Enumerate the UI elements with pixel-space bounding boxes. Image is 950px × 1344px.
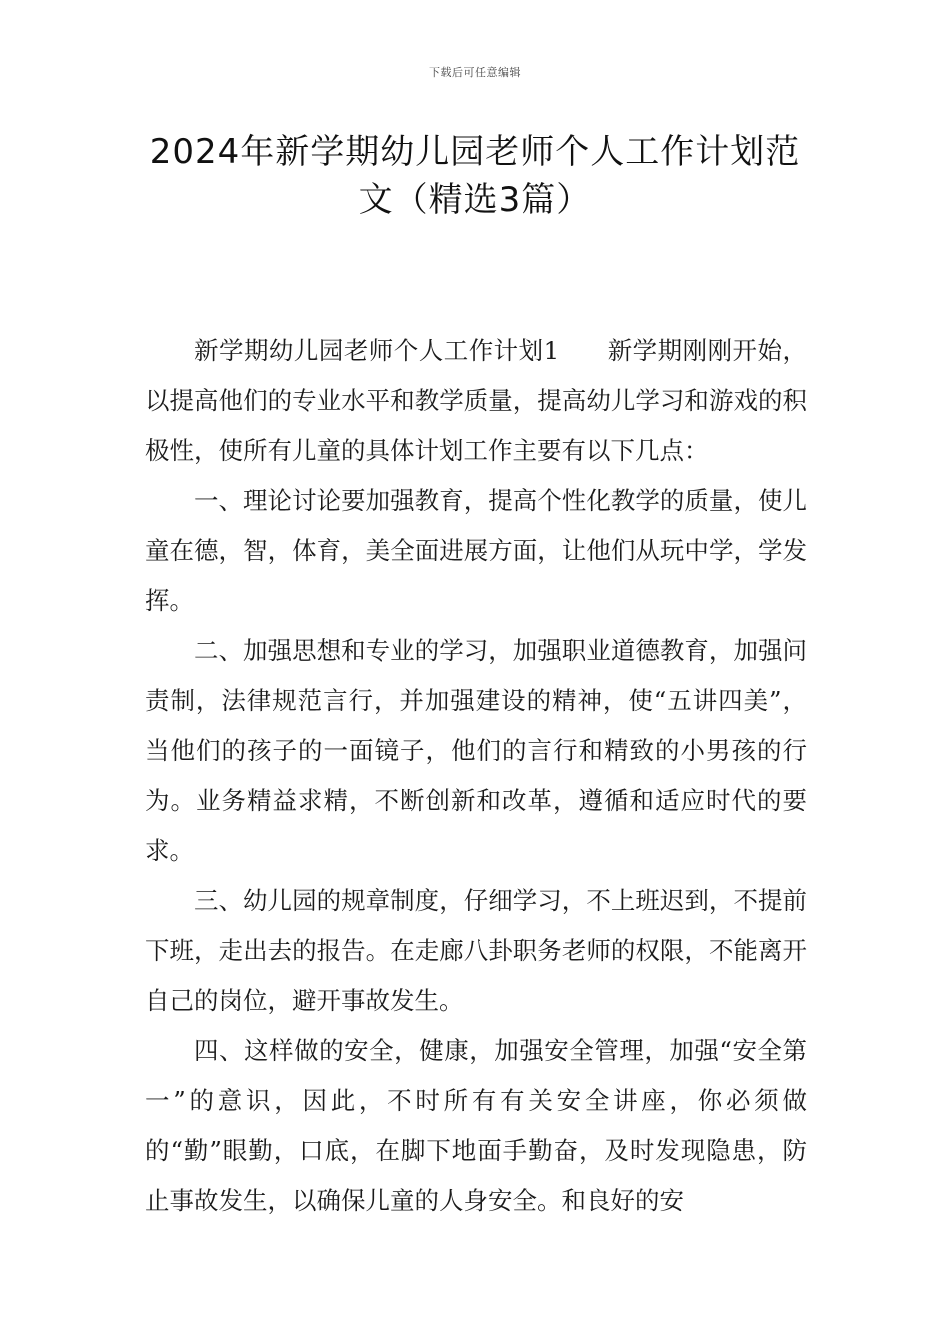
document-body xyxy=(145,326,807,1226)
intro-paragraph xyxy=(145,326,807,476)
section-heading: 新学期幼儿园老师个人工作计划1 xyxy=(194,336,560,365)
body-paragraph: 四、这样做的安全，健康，加强安全管理，加强“安全第一”的意识，因此，不时所有有关安全讲座，你必须做的“勤”眼勤，口底，在脚下地面手勤奋，及时发现隐患，防止事故发生，以确保儿童的人身安全。和良好的安 xyxy=(145,1036,807,1215)
header-note: 下载后可任意编辑 xyxy=(429,66,521,79)
document-title: 2024年新学期幼儿园老师个人工作计划范文（精选3篇） xyxy=(149,132,801,220)
body-paragraph: 一、理论讨论要加强教育，提高个性化教学的质量，使儿童在德，智，体育，美全面进展方面，让他们从玩中学，学发挥。 xyxy=(145,486,807,615)
body-paragraph: 二、加强思想和专业的学习，加强职业道德教育，加强问责制，法律规范言行，并加强建设的精神，使“五讲四美”，当他们的孩子的一面镜子，他们的言行和精致的小男孩的行为。业务精益求精，不断创新和改革，遵循和适应时代的要求。 xyxy=(145,636,807,865)
body-paragraph: 三、幼儿园的规章制度，仔细学习，不上班迟到，不提前下班，走出去的报告。在走廊八卦职务老师的权限，不能离开自己的岗位，避开事故发生。 xyxy=(145,886,807,1015)
intro-text: 新学期刚刚开始，以提高他们的专业水平和教学质量，提高幼儿学习和游戏的积极性，使所有儿童的具体计划工作主要有以下几点： xyxy=(145,336,808,465)
